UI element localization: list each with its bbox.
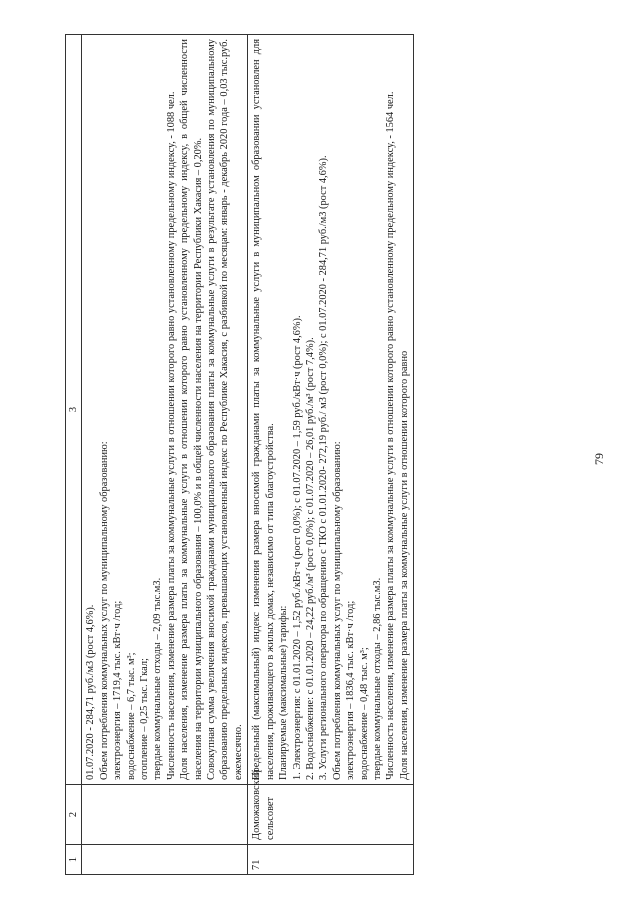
table-row [82,35,248,875]
description-cell [82,35,248,785]
municipality-cell: Доможаковский сельсовет [248,785,414,845]
description-cell [248,35,414,785]
text-paragraph: Объем потребления коммунальных услуг по муниципальному образованию: [331,441,343,780]
row-number-cell [82,845,248,875]
text-paragraph: 2. Водоснабжение: с 01.01.2020 – 24,22 руб./м³ (рост 0,0%); с 01.07.2020 – 26,01 руб./м³ (рост 7,4%). [304,337,316,780]
text-paragraph: Доля населения, изменение размера платы за коммунальные услуги в отношении которого равно [398,350,410,780]
text-paragraph: 3. Услуги регионального оператора по обращению с ТКО с 01.01.2020- 272,19 руб./ м3 (рост 0,0%); с 01.07.2020 - 284,71 руб./м3 (рост 4,6%). [318,155,330,780]
text-paragraph: 01.07.2020 - 284,71 руб./м3 (рост 4,6%). [85,604,97,780]
text-paragraph: электроэнергия – 1719,4 тыс. кВт·ч /год; [112,600,124,780]
text-paragraph: электроэнергия – 1836,4 тыс. кВт·ч /год; [345,600,357,780]
header-col-2: 2 [66,785,82,845]
text-paragraph: Планируемые (максимальные) тарифы: [278,605,290,780]
text-paragraph: Доля населения, изменение размера платы за коммунальные услуги в отношении которого равно установленному предельному индексу, в общей численности населения на территории муниципального образования – 100,0% и в общей численности населения на территории Республики Хакасия – 0,20%. [179,39,204,780]
text-paragraph: твердые коммунальные отходы – 2,09 тыс.м3. [152,577,164,780]
text-paragraph: Предельный (максимальный) индекс изменения размера вносимой гражданами платы за коммунальные услуги в муниципальном образовании установлен для населения, проживающего в жилых домах, независимо от типа благоустройства. [251,39,276,780]
municipality-cell [82,785,248,845]
tariff-table [65,34,414,875]
text-paragraph: Численность населения, изменение размера платы за коммунальные услуги в отношении которого равно установленному предельному индексу, - 1088 чел. [165,91,177,780]
text-paragraph: водоснабжение – 0,48 тыс. м³; [358,647,370,780]
text-paragraph: Объем потребления коммунальных услуг по муниципальному образованию: [98,441,110,780]
table-header-row [66,35,82,875]
text-paragraph: 1. Электроэнергия: с 01.01.2020 – 1,52 руб./кВт·ч (рост 0,0%); с 01.07.2020 – 1,59 руб./кВт·ч (рост 4,6%). [291,315,303,780]
header-col-3: 3 [66,35,82,785]
text-paragraph: Численность населения, изменение размера платы за коммунальные услуги в отношении которого равно установленному предельному индексу, - 1564 чел. [385,91,397,780]
text-paragraph: отопление – 0,25 тыс. Гкал; [139,658,151,780]
row-number-cell: 71 [248,845,414,875]
text-paragraph: Совокупная сумма увеличения вносимой гражданами муниципального образования платы за коммунальные услуги в результате установления по муниципальному образованию предельных индексов, превышающих установленный индекс по Республике Хакасия, с разбивкой по месяцам: январь - декабрь 2020 года – 0,03 тыс.руб. ежемесячно. [206,39,244,780]
text-paragraph: твердые коммунальные отходы – 2,86 тыс.м3. [371,577,383,780]
text-paragraph: водоснабжение – 6,7 тыс. м³; [125,652,137,780]
header-col-1: 1 [66,845,82,875]
page-number: 79 [592,453,606,465]
table-row [248,35,414,875]
